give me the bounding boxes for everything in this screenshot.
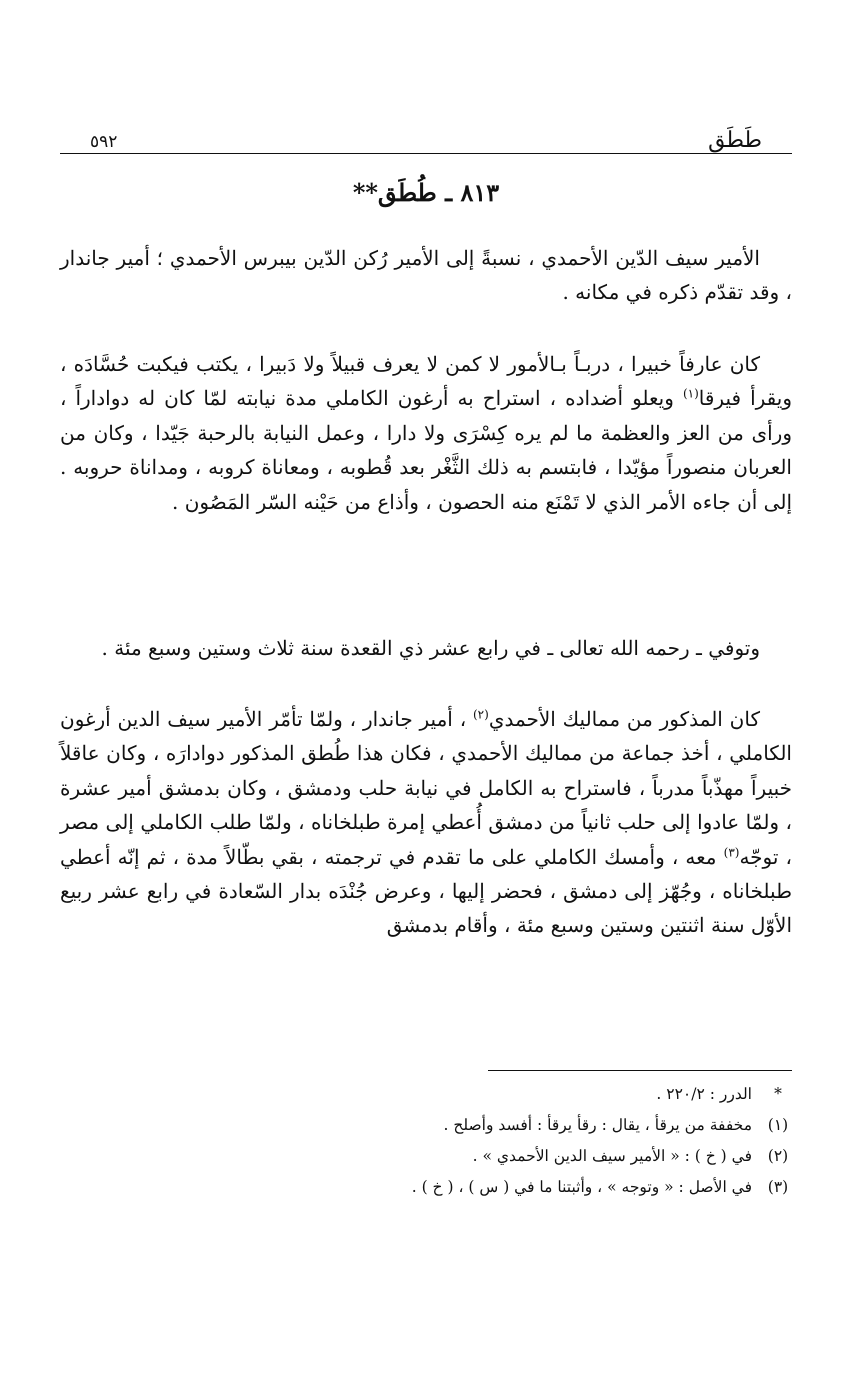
footnote-mark: (١) bbox=[767, 1116, 789, 1134]
career-paragraph bbox=[60, 702, 792, 943]
biography-paragraph bbox=[60, 347, 792, 519]
career-text-part-3: معه ، وأمسك الكاملي على ما تقدم في ترجمته ، بقي بطّالاً مدة ، ثم إنّه أعطي طبلخاناه ، وجُهّز إلى دمشق ، فحضر إليها ، وعرض جُنْدَه بدار السّعادة في رابع عشر ربيع الأوّل سنة اثنتين وستين وسبع مئة ، وأقام بدمشق bbox=[60, 844, 792, 938]
death-text: وتوفي ـ رحمه الله تعالى ـ في رابع عشر ذي القعدة سنة ثلاث وستين وسبع مئة . bbox=[101, 636, 760, 660]
footnote-source bbox=[60, 1080, 792, 1111]
footnote-mark: (٢) bbox=[767, 1147, 789, 1165]
entry-title: ٨١٣ ـ طُطَق** bbox=[352, 178, 500, 207]
footnote-mark: (٣) bbox=[767, 1178, 789, 1196]
book-page bbox=[60, 0, 792, 1373]
footnote-text: الدرر : ٢٢٠/٢ . bbox=[656, 1085, 752, 1103]
header-rule bbox=[60, 153, 792, 154]
page-header bbox=[60, 128, 792, 154]
biography-text-part-2: ويعلو أضداده ، استراح به أرغون الكاملي مدة نيابته لمّا كان له دواداراً ، ورأى من العز والعظمة ما لم يره كِسْرَى ولا دارا ، وعمل النيابة بالرحبة جَيّدا ، وكان من العربان منصوراً مؤيّدا ، فابتسم به ذلك الثَّغْر بعد قُطوبه ، ومعاناة كروبه ، ومداناة حروبه . إلى أن جاءه الأمر الذي لا تَمْنَع منه الحصون ، وأذاع من حَيْنه السّر المَصُون . bbox=[60, 386, 792, 514]
footnote-text: مخففة من يرقأ ، يقال : رقأ يرقأ : أفسد وأصلح . bbox=[443, 1116, 752, 1134]
career-text-part-2: ، أمير جاندار ، ولمّا تأمّر الأمير سيف الدين أرغون الكاملي ، أخذ جماعة من مماليك الأحمدي ، فكان هذا طُطق المذكور دوادارَه ، وكان عاقلاً خبيراً مهذّباً مدرباً ، فاستراح به الكامل في نيابة حلب ودمشق ، وكان بدمشق أمير عشرة ، ولمّا عادوا إلى حلب ثانياً من دمشق أُعطي إمرة طبلخاناه ، ولمّا طلب الكاملي إلى مصر ، توجّه bbox=[60, 707, 793, 869]
footnote-rule bbox=[488, 1070, 792, 1071]
intro-text: الأمير سيف الدّين الأحمدي ، نسبةً إلى الأمير رُكن الدّين بيبرس الأحمدي ؛ أمير جاندار ، وقد تقدّم ذكره في مكانه . bbox=[60, 246, 792, 305]
footnote-mark: * bbox=[774, 1085, 782, 1103]
footnote-text: في الأصل : « وتوجه » ، وأثبتنا ما في ( س ) ، ( خ ) . bbox=[411, 1178, 752, 1196]
page-number: ٥٩٢ bbox=[90, 132, 118, 152]
intro-paragraph bbox=[60, 241, 792, 310]
footnotes bbox=[60, 1080, 792, 1204]
footnote-3 bbox=[60, 1173, 792, 1204]
footnote-2 bbox=[60, 1142, 792, 1173]
footnote-ref-1: (١) bbox=[682, 386, 699, 401]
death-paragraph bbox=[60, 631, 792, 665]
career-text-part-1: كان المذكور من مماليك الأحمدي bbox=[488, 707, 760, 731]
footnote-text: في ( خ ) : « الأمير سيف الدين الأحمدي » . bbox=[472, 1147, 752, 1165]
running-title: طَطَق bbox=[708, 128, 762, 153]
footnote-ref-2: (٢) bbox=[472, 707, 489, 722]
footnote-1 bbox=[60, 1111, 792, 1142]
biography-text-part-1: كان عارفاً خبيرا ، دربـاً بـالأمور لا كمن لا يعرف قبيلاً ولا دَبيرا ، يكتب فيكبت حُسَّادَه ، ويقرأ فيرقا bbox=[60, 352, 792, 411]
footnote-ref-3: (٣) bbox=[723, 844, 740, 859]
